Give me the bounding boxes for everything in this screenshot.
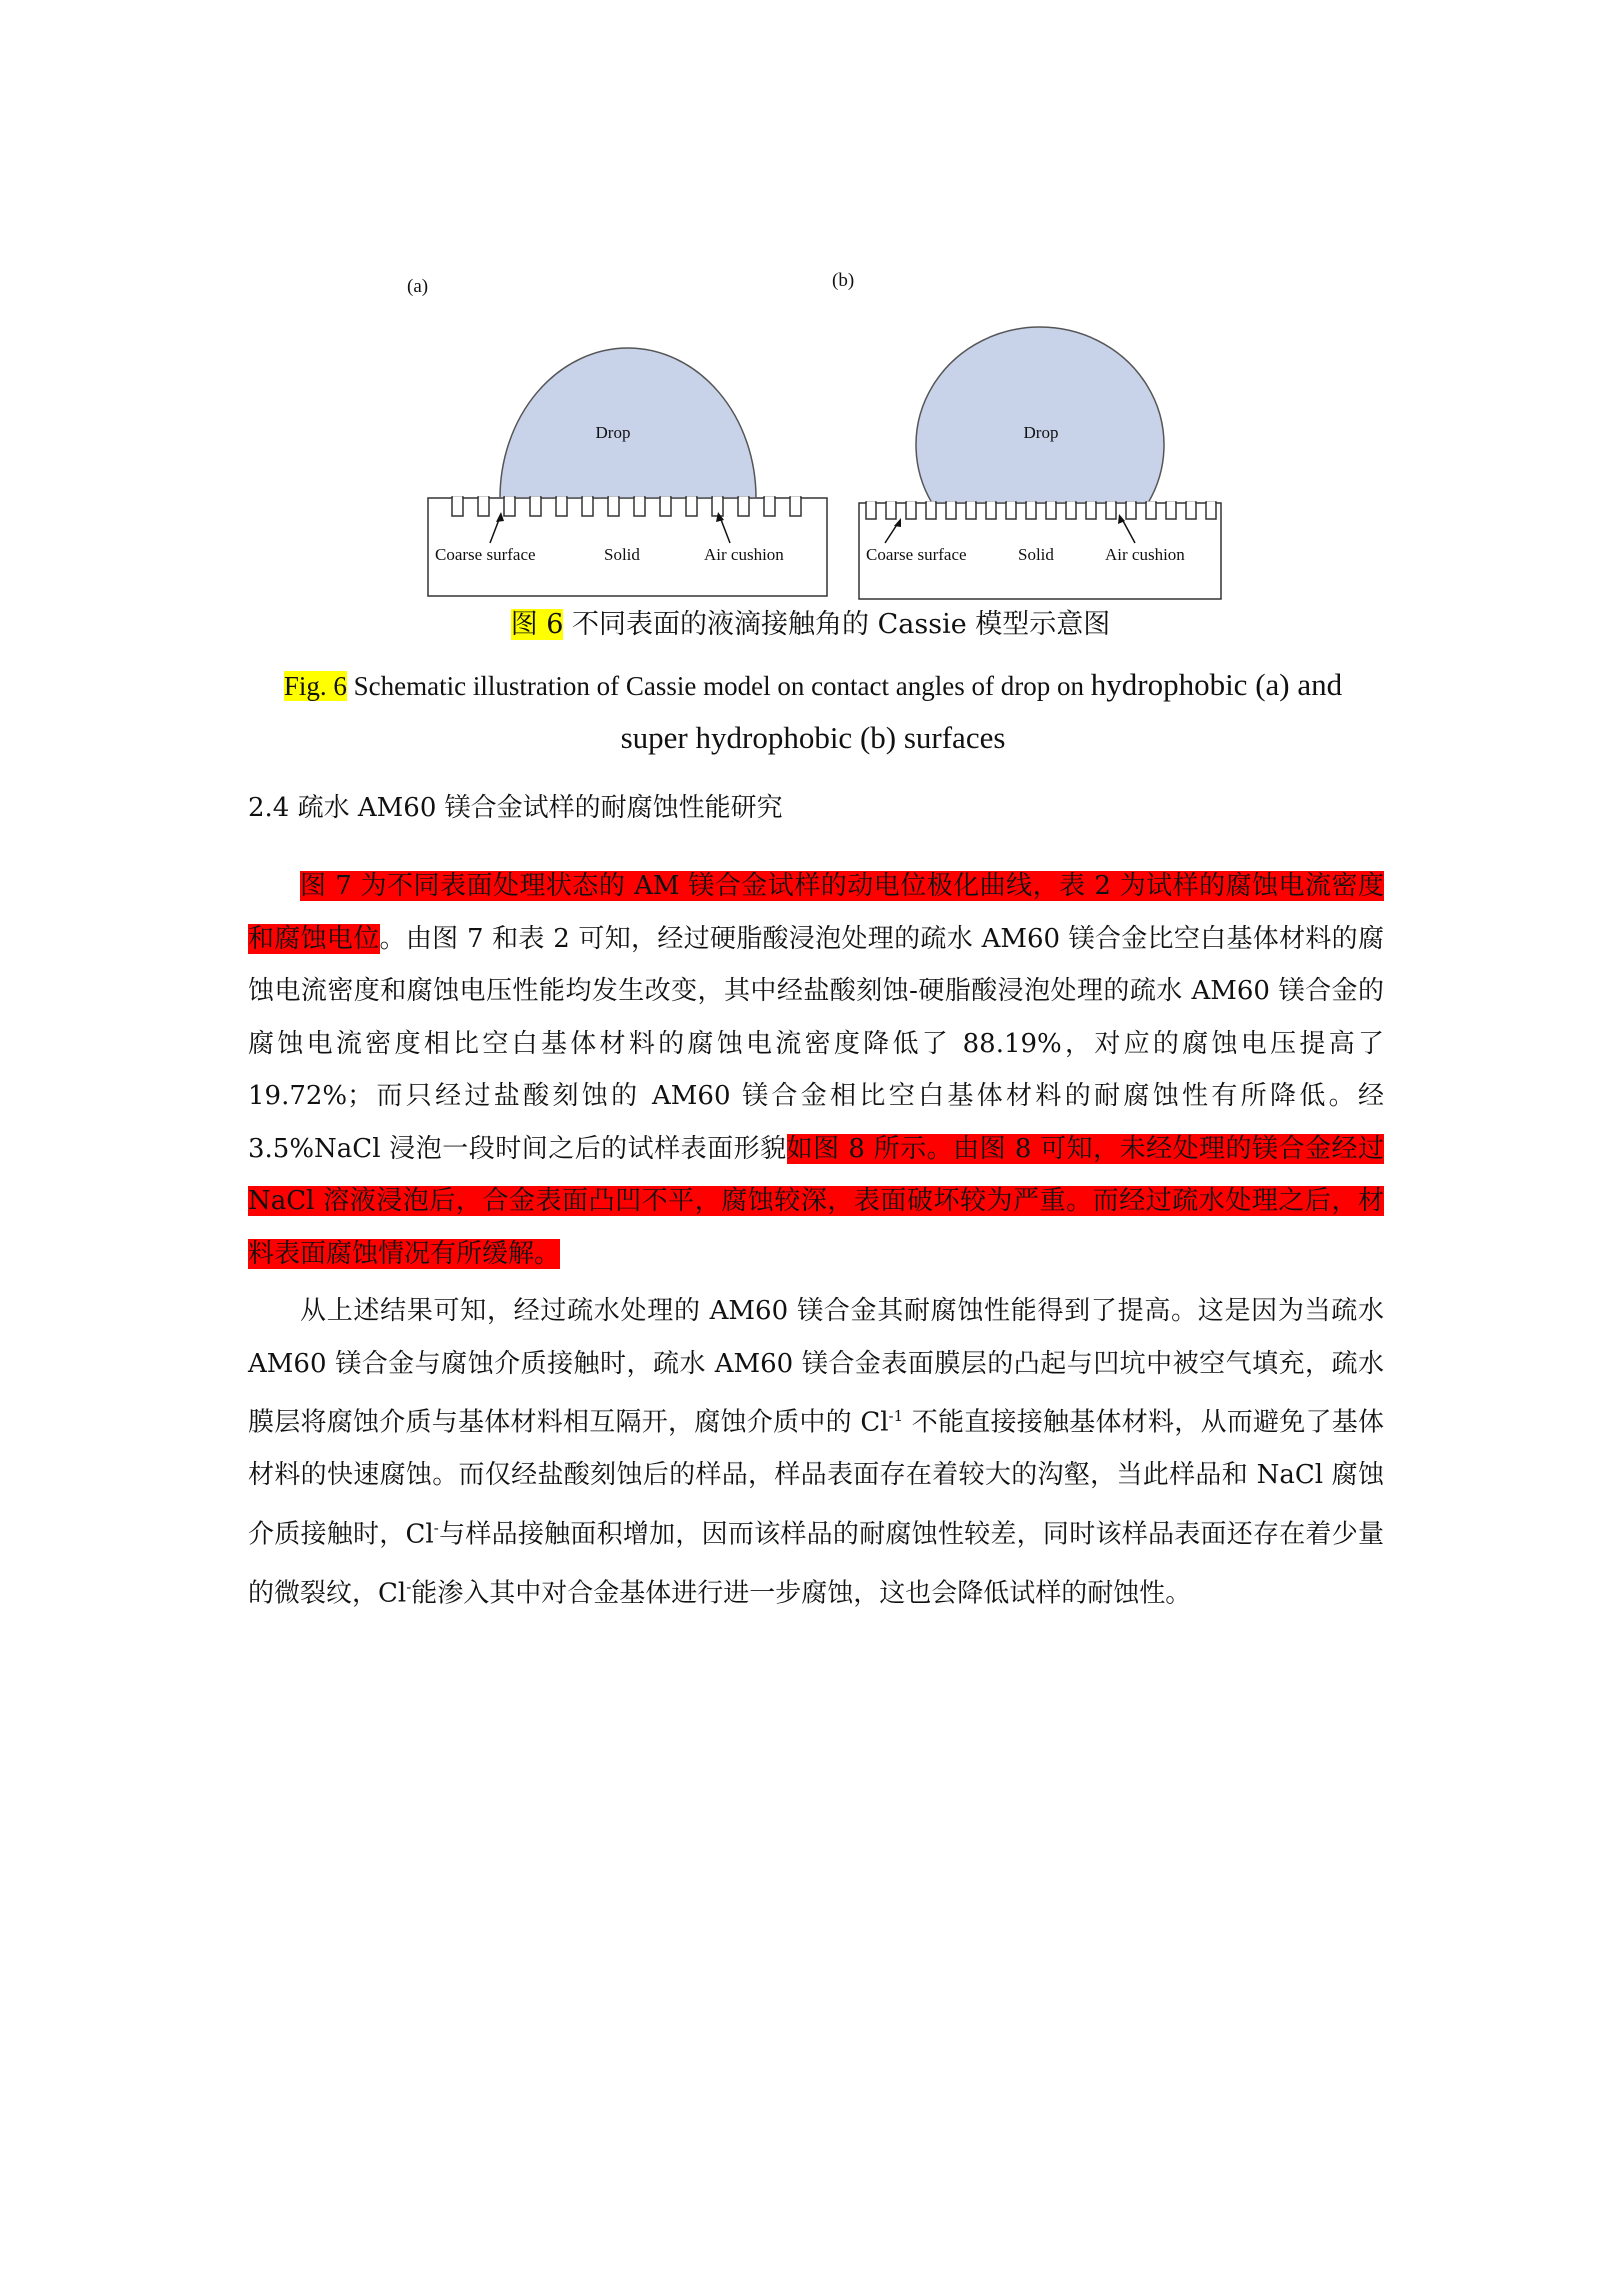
groove-a bbox=[452, 497, 463, 516]
groove-a bbox=[608, 497, 619, 516]
caption-cn-text: 不同表面的液滴接触角的 Cassie 模型示意图 bbox=[563, 609, 1111, 640]
chloride-superscript-3: - bbox=[406, 1577, 412, 1596]
groove-b bbox=[1106, 502, 1116, 519]
groove-a bbox=[582, 497, 593, 516]
groove-b bbox=[1126, 502, 1136, 519]
groove-b bbox=[1046, 502, 1056, 519]
groove-b bbox=[906, 502, 916, 519]
fig-label-highlighted: Fig. 6 bbox=[283, 671, 347, 701]
section-heading: 2.4 疏水 AM60 镁合金试样的耐腐蚀性能研究 bbox=[248, 793, 783, 823]
groove-b bbox=[1146, 502, 1156, 519]
groove-a bbox=[660, 497, 671, 516]
panel-b-diagram bbox=[859, 327, 1221, 599]
panel-a-coarse-surface-label: Coarse surface bbox=[435, 545, 536, 564]
groove-a bbox=[738, 497, 749, 516]
caption-en-hydrophobic-1: hydrophobic bbox=[1090, 667, 1248, 702]
groove-a bbox=[686, 497, 697, 516]
groove-b bbox=[946, 502, 956, 519]
groove-a bbox=[764, 497, 775, 516]
groove-a bbox=[478, 497, 489, 516]
groove-b bbox=[986, 502, 996, 519]
groove-a bbox=[712, 497, 723, 516]
groove-b bbox=[866, 502, 876, 519]
panel-a-diagram bbox=[428, 348, 827, 596]
groove-b bbox=[1186, 502, 1196, 519]
groove-b bbox=[886, 502, 896, 519]
caption-en-text-2: (a) and super bbox=[620, 667, 1343, 755]
panel-a-drop-label: Drop bbox=[595, 423, 631, 442]
panel-a-air-cushion-label: Air cushion bbox=[704, 545, 784, 564]
paragraph-2-text-1: 从上述结果可知，经过疏水处理的 AM60 镁合金其耐腐蚀性能得到了提高。这是因为当疏水 AM60 镁合金与腐蚀介质接触时，疏水 AM60 镁合金表面膜层的凸起与凹坑中被空气填充，疏水膜层将腐蚀介质与基体材料相互隔开，腐蚀介质中的 Cl bbox=[248, 1296, 1384, 1438]
caption-en-text-3: (b) surfaces bbox=[852, 720, 1006, 755]
groove-a bbox=[556, 497, 567, 516]
figure-6-diagram bbox=[0, 0, 1621, 620]
panel-b-coarse-surface-label: Coarse surface bbox=[866, 545, 967, 564]
groove-a bbox=[504, 497, 515, 516]
panel-a-solid-label: Solid bbox=[604, 545, 640, 564]
caption-en-hydrophobic-2: hydrophobic bbox=[695, 720, 853, 755]
paragraph-1-text: 。由图 7 和表 2 可知，经过硬脂酸浸泡处理的疏水 AM60 镁合金比空白基体材料的腐蚀电流密度和腐蚀电压性能均发生改变，其中经盐酸刻蚀-硬脂酸浸泡处理的疏水 AM60 镁合金的腐蚀电流密度相比空白基体材料的腐蚀电流密度降低了 88.19%，对应的腐蚀电压提高了 19.72%；而只经过盐酸刻蚀的 AM60 镁合金相比空白基体材料的耐腐蚀性有所降低。经 3.5%NaCl 浸泡一段时间之后的试样表面形貌 bbox=[248, 923, 1384, 1164]
groove-b bbox=[1066, 502, 1076, 519]
panel-b-label: (b) bbox=[832, 270, 855, 291]
paragraph-1 bbox=[248, 860, 1384, 1280]
figure-caption-chinese bbox=[0, 607, 1621, 643]
chloride-superscript-2: - bbox=[433, 1518, 439, 1537]
panel-a-label: (a) bbox=[407, 276, 429, 297]
figure-caption-english bbox=[248, 659, 1378, 765]
panel-b-drop-label: Drop bbox=[1023, 423, 1059, 442]
groove-b bbox=[966, 502, 976, 519]
groove-a bbox=[790, 497, 801, 516]
paragraph-1-highlight-1: 图 7 为不同表面处理状态的 AM 镁合金试样的动电位极化曲线，表 2 为试样的腐蚀电流密度和腐蚀电位 bbox=[248, 871, 1384, 954]
groove-b bbox=[926, 502, 936, 519]
groove-b bbox=[1026, 502, 1036, 519]
groove-b bbox=[1166, 502, 1176, 519]
paragraph-2-text-2: 不能直接接触基体材料，从而避免了基体材料的快速腐蚀。而仅经盐酸刻蚀后的样品，样品表面存在着较大的沟壑，当此样品和 NaCl 腐蚀介质接触时，Cl bbox=[248, 1407, 1384, 1550]
groove-a bbox=[530, 497, 541, 516]
chloride-superscript-1: -1 bbox=[888, 1407, 904, 1425]
groove-b bbox=[1206, 502, 1216, 519]
panel-b-air-cushion-label: Air cushion bbox=[1105, 545, 1185, 564]
figure-label-highlighted: 图 6 bbox=[510, 609, 564, 640]
panel-b-drop bbox=[916, 327, 1164, 503]
paragraph-2 bbox=[248, 1285, 1384, 1620]
groove-b bbox=[1006, 502, 1016, 519]
groove-a bbox=[634, 497, 645, 516]
paragraph-1-highlight-2: 如图 8 所示。由图 8 可知，未经处理的镁合金经过 NaCl 溶液浸泡后，合金表面凸凹不平，腐蚀较深，表面破坏较为严重。而经过疏水处理之后，材料表面腐蚀情况有所缓解。 bbox=[248, 1133, 1384, 1269]
paragraph-2-text-3: 与样品接触面积增加，因而该样品的耐腐蚀性较差，同时该样品表面还存在着少量的微裂纹，Cl bbox=[248, 1519, 1384, 1609]
groove-b bbox=[1086, 502, 1096, 519]
caption-en-text-1: Schematic illustration of Cassie model on contact angles of drop on bbox=[346, 671, 1091, 701]
paragraph-2-text-4: 能渗入其中对合金基体进行进一步腐蚀，这也会降低试样的耐蚀性。 bbox=[411, 1578, 1192, 1609]
panel-b-solid-label: Solid bbox=[1018, 545, 1054, 564]
